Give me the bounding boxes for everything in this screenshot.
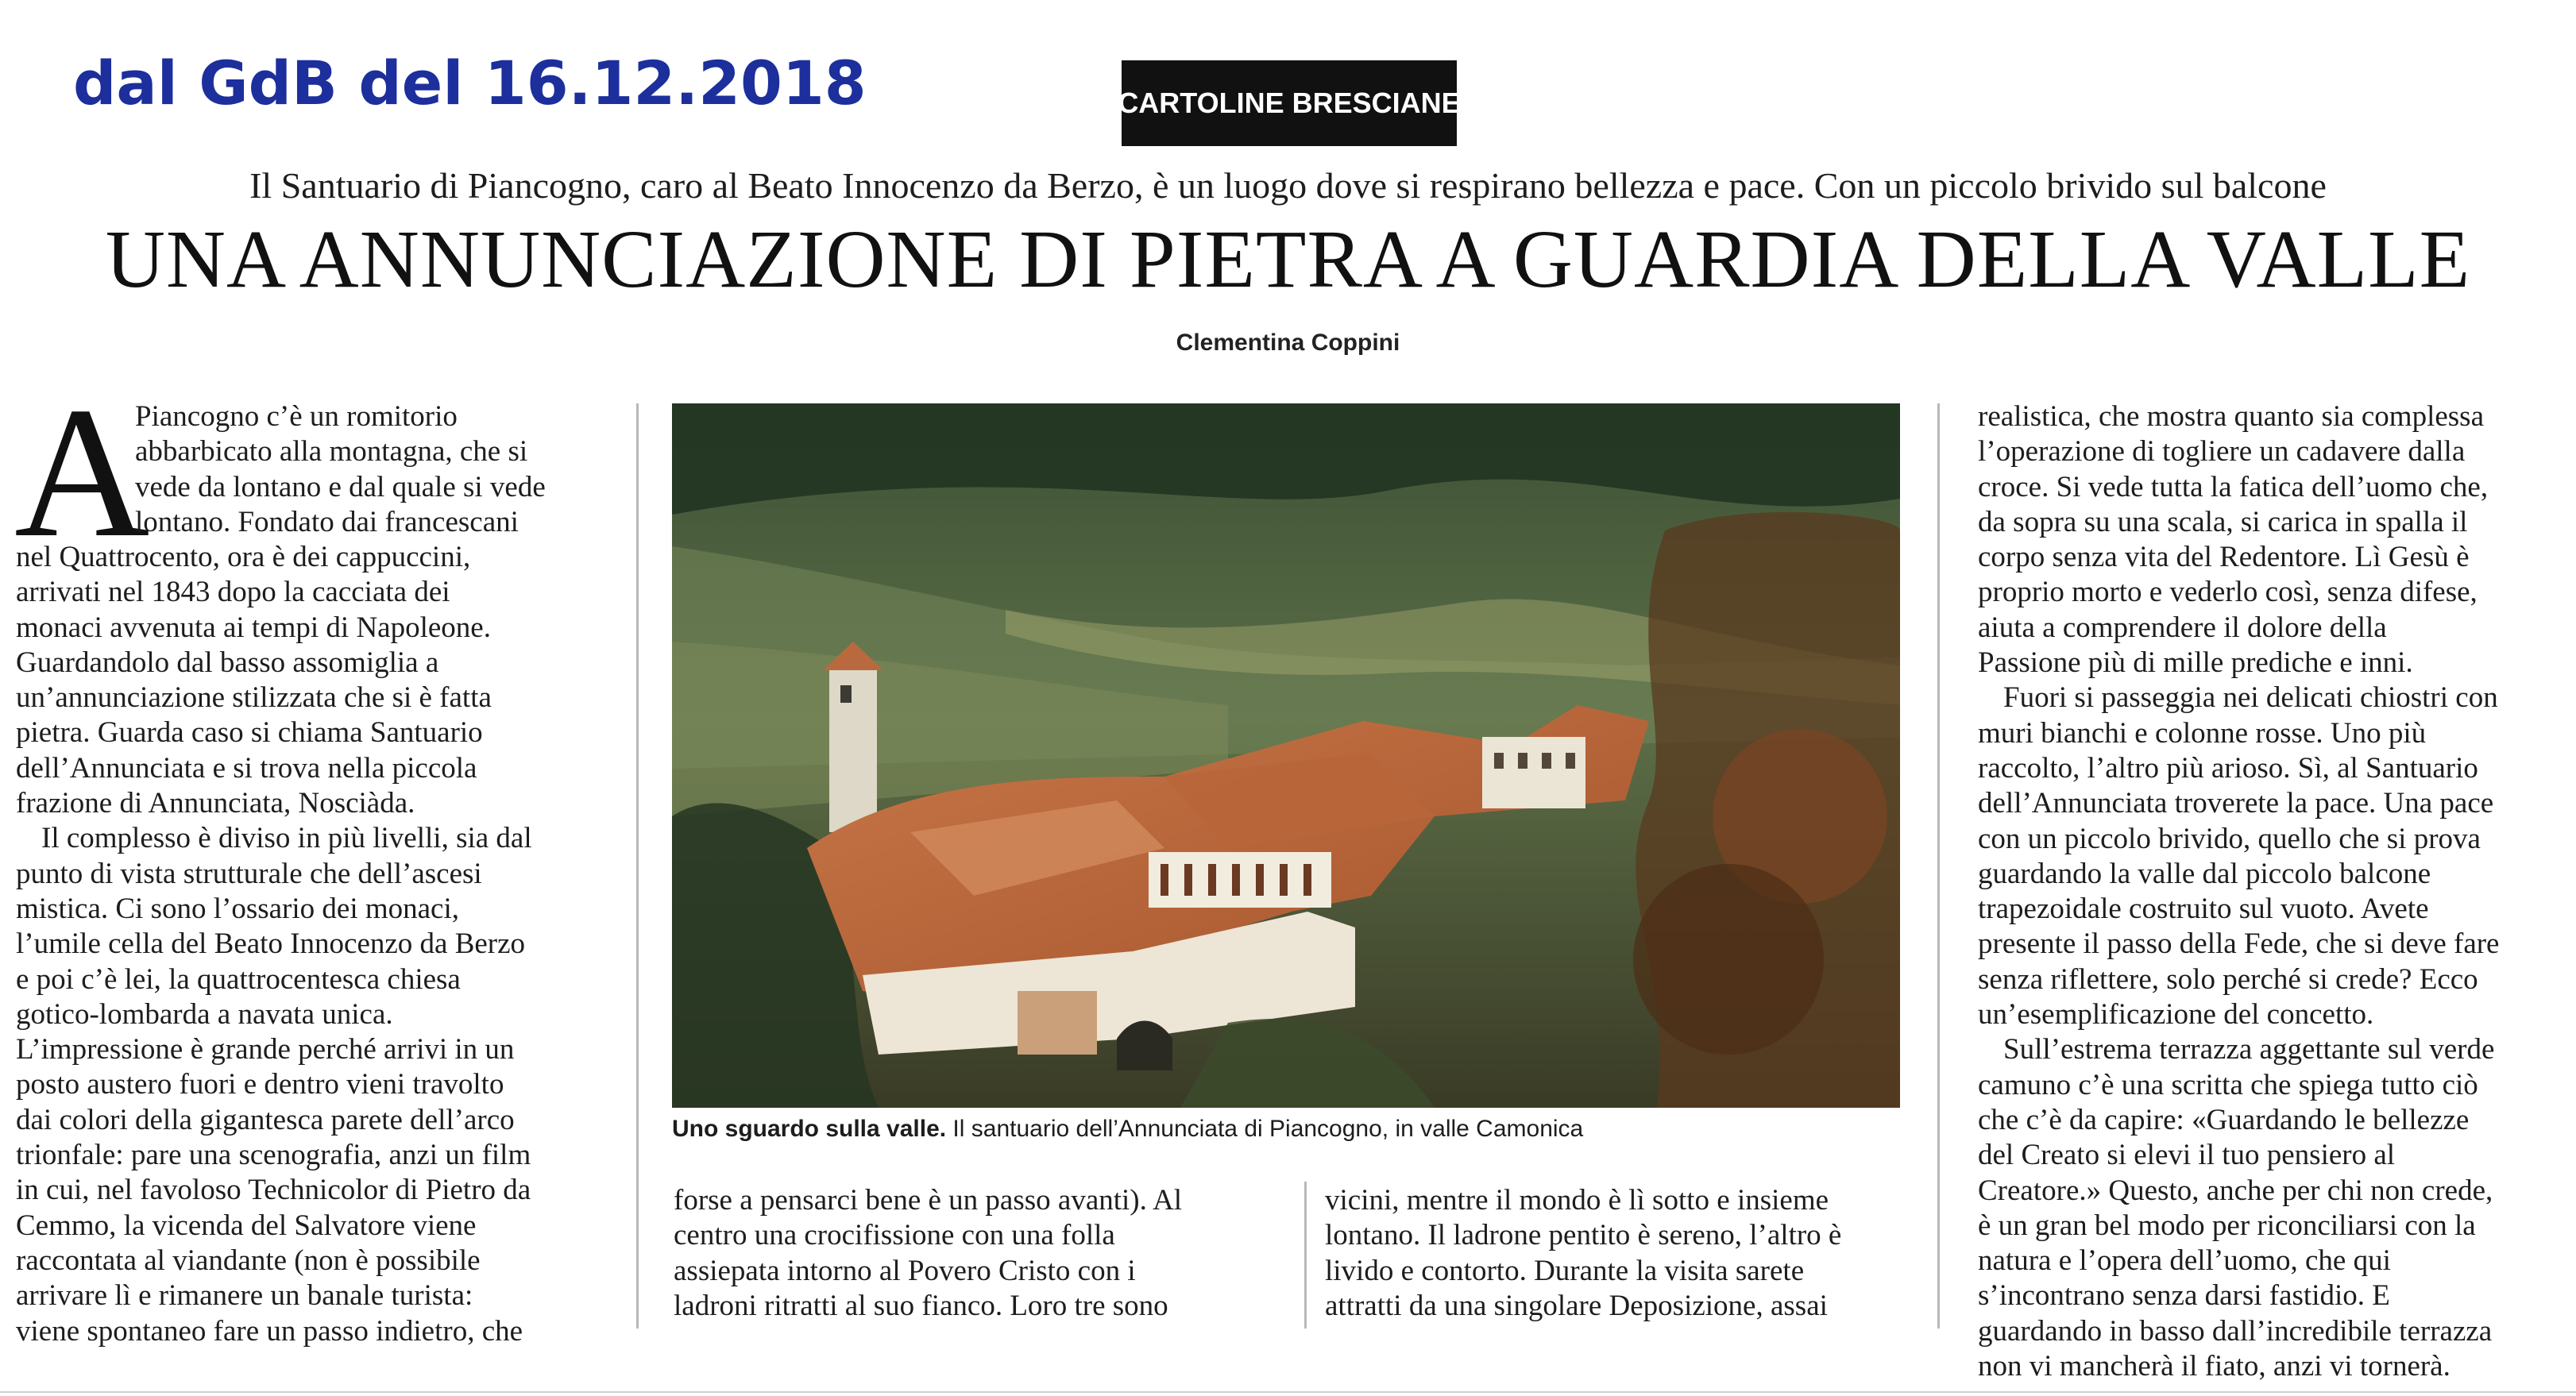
text-line: trapezoidale costruito sul vuoto. Avete xyxy=(1978,893,2429,926)
bottom-rule xyxy=(0,1391,2576,1393)
text-line: Guardandolo dal basso assomiglia a xyxy=(16,646,439,679)
text-line: Passione più di mille prediche e inni. xyxy=(1978,646,2413,680)
text-line: posto austero fuori e dentro vieni travolto xyxy=(16,1068,504,1101)
text-line: Il complesso è diviso in più livelli, sia dal xyxy=(41,822,532,855)
text-line: un’annunciazione stilizzata che si è fatta xyxy=(16,681,492,715)
text-line: e poi c’è lei, la quattrocentesca chiesa xyxy=(16,962,461,996)
text-line: abbarbicato alla montagna, che si xyxy=(135,435,528,469)
drop-cap: A xyxy=(14,369,150,577)
text-line: guardando la valle dal piccolo balcone xyxy=(1978,857,2431,890)
column-4 xyxy=(1978,399,2499,1384)
text-line: Sull’estrema terrazza aggettante sul verde xyxy=(2003,1033,2495,1066)
text-line: in cui, nel favoloso Technicolor di Pietro da xyxy=(16,1174,531,1207)
text-line: ladroni ritratti al suo fianco. Loro tre sono xyxy=(674,1289,1168,1322)
text-line: croce. Si vede tutta la fatica dell’uomo che, xyxy=(1978,470,2489,503)
text-line: l’operazione di togliere un cadavere dalla xyxy=(1978,435,2466,469)
text-line: vicini, mentre il mondo è lì sotto e insieme xyxy=(1325,1184,1829,1217)
caption-text: Il santuario dell’Annunciata di Piancogno, in valle Camonica xyxy=(946,1116,1584,1142)
text-line: dell’Annunciata troverete la pace. Una pace xyxy=(1978,787,2494,820)
text-line: arrivare lì e rimanere un banale turista: xyxy=(16,1279,473,1313)
text-line: frazione di Annunciata, Nosciàda. xyxy=(16,787,415,820)
text-line: proprio morto e vederlo così, senza difese, xyxy=(1978,576,2478,609)
article-headline: UNA ANNUNCIAZIONE DI PIETRA A GUARDIA DELLA VALLE xyxy=(105,214,2471,305)
column-rule xyxy=(636,403,639,1329)
text-line: Fuori si passeggia nei delicati chiostri con xyxy=(2003,681,2498,715)
text-line: attratti da una singolare Deposizione, assai xyxy=(1325,1289,1828,1322)
text-line: vede da lontano e dal quale si vede xyxy=(135,470,546,503)
text-line: arrivati nel 1843 dopo la cacciata dei xyxy=(16,576,450,609)
text-line: assiepata intorno al Povero Cristo con i xyxy=(674,1254,1136,1287)
text-line: raccontata al viandante (non è possibile xyxy=(16,1244,481,1277)
text-line: camuno c’è una scritta che spiega tutto ciò xyxy=(1978,1068,2478,1101)
text-line: dell’Annunciata e si trova nella piccola xyxy=(16,751,477,785)
text-line: pietra. Guarda caso si chiama Santuario xyxy=(16,716,483,750)
text-line: muri bianchi e colonne rosse. Uno più xyxy=(1978,716,2427,750)
text-line: punto di vista strutturale che dell’ascesi xyxy=(16,857,482,890)
text-line: viene spontaneo fare un passo indietro, che xyxy=(16,1314,523,1348)
text-line: Cemmo, la vicenda del Salvatore viene xyxy=(16,1209,477,1242)
text-line: senza riflettere, solo perché si crede? Ecco xyxy=(1978,962,2478,996)
text-line: monaci avvenuta ai tempi di Napoleone. xyxy=(16,611,491,644)
text-line: trionfale: pare una scenografia, anzi un film xyxy=(16,1139,531,1172)
text-line: lontano. Il ladrone pentito è sereno, l’altro è xyxy=(1325,1219,1842,1252)
text-line: un’esemplificazione del concetto. xyxy=(1978,998,2374,1032)
text-line: guardando in basso dall’incredibile terrazza xyxy=(1978,1314,2493,1348)
text-line: centro una crocifissione con una folla xyxy=(674,1219,1115,1252)
text-line: l’umile cella del Beato Innocenzo da Berzo xyxy=(16,927,526,961)
article-byline: Clementina Coppini xyxy=(1176,330,1400,356)
text-line: mistica. Ci sono l’ossario dei monaci, xyxy=(16,892,459,925)
section-rubric: CARTOLINE BRESCIANE xyxy=(1122,60,1457,146)
text-line: natura e l’opera dell’uomo, che qui xyxy=(1978,1244,2391,1278)
text-line: corpo senza vita del Redentore. Lì Gesù è xyxy=(1978,541,2470,574)
text-line: lontano. Fondato dai francescani xyxy=(135,505,519,538)
text-line: nel Quattrocento, ora è dei cappuccini, xyxy=(16,541,471,573)
column-rule xyxy=(1304,1182,1307,1329)
text-line: dai colori della gigantesca parete dell’arco xyxy=(16,1103,515,1136)
text-line: con un piccolo brivido, quello che si prova xyxy=(1978,822,2481,855)
column-rule xyxy=(1937,403,1940,1329)
text-line: presente il passo della Fede, che si deve fare xyxy=(1978,927,2500,961)
text-line: forse a pensarci bene è un passo avanti). Al xyxy=(674,1184,1183,1217)
text-line: L’impressione è grande perché arrivi in un xyxy=(16,1033,515,1066)
text-line: che c’è da capire: «Guardando le bellezze xyxy=(1978,1103,2470,1136)
text-line: Creatore.» Questo, anche per chi non crede, xyxy=(1978,1174,2493,1207)
text-line: del Creato si elevi il tuo pensiero al xyxy=(1978,1139,2396,1172)
text-line: gotico-lombarda a navata unica. xyxy=(16,997,393,1031)
caption-title: Uno sguardo sulla valle. xyxy=(672,1116,947,1142)
text-line: realistica, che mostra quanto sia complessa xyxy=(1978,400,2485,433)
text-line: aiuta a comprendere il dolore della xyxy=(1978,611,2387,644)
column-2 xyxy=(674,1183,1182,1324)
text-line: raccolto, l’altro più arioso. Sì, al Santuario xyxy=(1978,751,2478,785)
column-3 xyxy=(1325,1183,1841,1324)
column-1-lead xyxy=(135,399,546,540)
text-line: livido e contorto. Durante la visita sarete xyxy=(1325,1254,1805,1287)
text-line: da sopra su una scala, si carica in spalla il xyxy=(1978,505,2468,538)
text-line: non vi mancherà il fiato, anzi vi tornerà. xyxy=(1978,1350,2450,1383)
text-line: è un gran bel modo per riconciliarsi con la xyxy=(1978,1209,2476,1242)
text-line: s’incontrano senza darsi fastidio. E xyxy=(1978,1279,2390,1313)
source-date-label: dal GdB del 16.12.2018 xyxy=(73,48,867,118)
photo-caption xyxy=(672,1116,1583,1143)
text-line: Piancogno c’è un romitorio xyxy=(135,400,458,433)
article-kicker: Il Santuario di Piancogno, caro al Beato Innocenzo da Berzo, è un luogo dove si respirano bellezza e pace. Con un piccolo brivido sul balcone xyxy=(249,165,2327,206)
sanctuary-photo xyxy=(672,403,1900,1108)
column-1 xyxy=(16,540,532,1349)
